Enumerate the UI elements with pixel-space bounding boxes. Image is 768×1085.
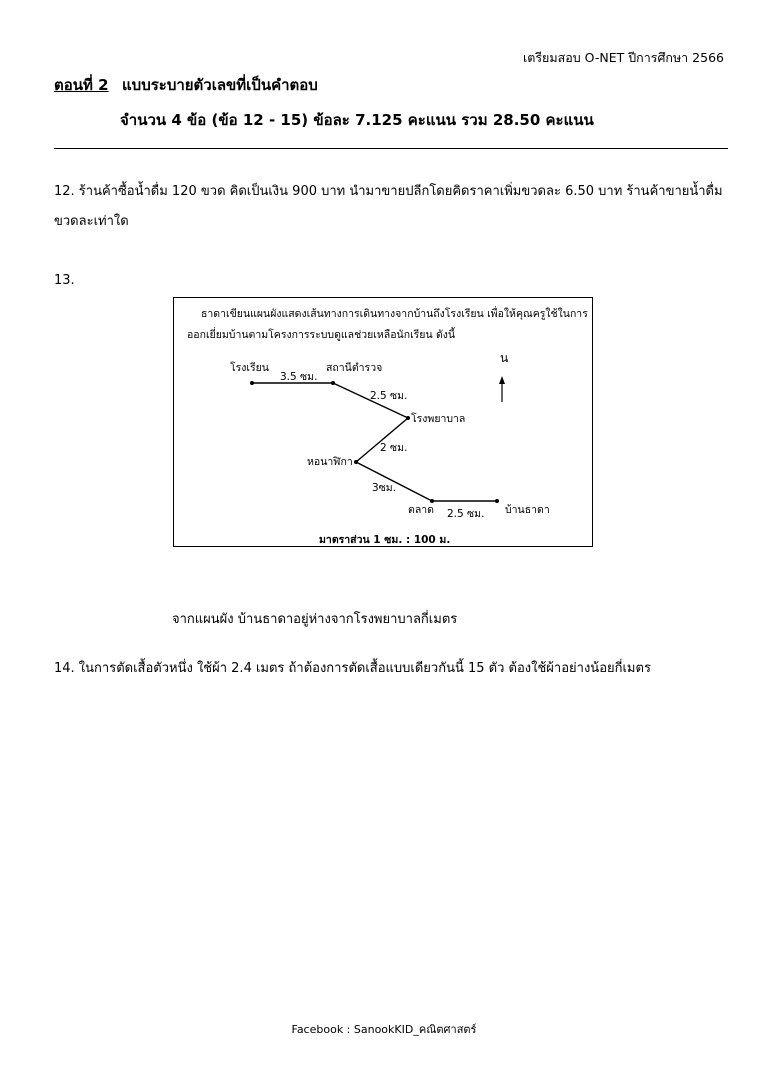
- point-home: [495, 499, 499, 503]
- point-clock-tower: [354, 460, 358, 464]
- question-14: 14. ในการตัดเสื้อตัวหนึ่ง ใช้ผ้า 2.4 เมตร ถ้าต้องการตัดเสื้อแบบเดียวกันนี้ 15 ตัว ต้องใช้ผ้าอย่างน้อยกี่เมตร: [54, 661, 651, 676]
- part-subtitle: จำนวน 4 ข้อ (ข้อ 12 - 15) ข้อละ 7.125 คะแนน รวม 28.50 คะแนน: [120, 111, 594, 129]
- distance-police-hospital: 2.5 ซม.: [370, 390, 408, 402]
- route-map: [173, 297, 593, 547]
- place-police: สถานีตำรวจ: [326, 362, 383, 374]
- question-12-line-2: ขวดละเท่าใด: [54, 214, 129, 229]
- place-school: โรงเรียน: [230, 362, 269, 374]
- place-home: บ้านธาดา: [505, 504, 550, 516]
- point-school: [250, 381, 254, 385]
- part-label: ตอนที่ 2: [54, 76, 109, 94]
- place-clock-tower: หอนาฬิกา: [307, 456, 353, 468]
- map-intro-line-1: ธาดาเขียนแผนผังแสดงเส้นทางการเดินทางจากบ้านถึงโรงเรียน เพื่อให้คุณครูใช้ในการ: [201, 308, 588, 320]
- footer-credit: Facebook : SanookKID_คณิตศาสตร์: [291, 1023, 477, 1036]
- place-market: ตลาด: [408, 504, 434, 516]
- distance-clock-market: 3ซม.: [372, 482, 397, 494]
- north-arrow-icon: [499, 376, 505, 402]
- distance-hospital-clock: 2 ซม.: [380, 442, 408, 454]
- distance-school-police: 3.5 ซม.: [280, 371, 318, 383]
- question-13-text: จากแผนผัง บ้านธาดาอยู่ห่างจากโรงพยาบาลกี่เมตร: [172, 612, 458, 627]
- part-title: แบบระบายตัวเลขที่เป็นคำตอบ: [122, 76, 318, 94]
- point-hospital: [406, 416, 410, 420]
- route-hospital-clock: [356, 418, 408, 462]
- distance-market-home: 2.5 ซม.: [447, 508, 485, 520]
- map-scale: มาตราส่วน 1 ซม. : 100 ม.: [319, 534, 451, 546]
- question-12-line-1: 12. ร้านค้าซื้อน้ำดื่ม 120 ขวด คิดเป็นเงิน 900 บาท นำมาขายปลีกโดยคิดราคาเพิ่มขวดละ 6.50 บาท ร้านค้าขายน้ำดื่ม: [54, 184, 723, 199]
- map-intro-line-2: ออกเยี่ยมบ้านตามโครงการระบบดูแลช่วยเหลือนักเรียน ดังนี้: [187, 329, 456, 341]
- point-police: [331, 381, 335, 385]
- north-label: น: [500, 351, 509, 365]
- exam-header: เตรียมสอบ O-NET ปีการศึกษา 2566: [522, 50, 724, 65]
- point-market: [430, 499, 434, 503]
- place-hospital: โรงพยาบาล: [411, 413, 466, 425]
- divider-line: [54, 148, 728, 149]
- question-13-number: 13.: [54, 273, 75, 288]
